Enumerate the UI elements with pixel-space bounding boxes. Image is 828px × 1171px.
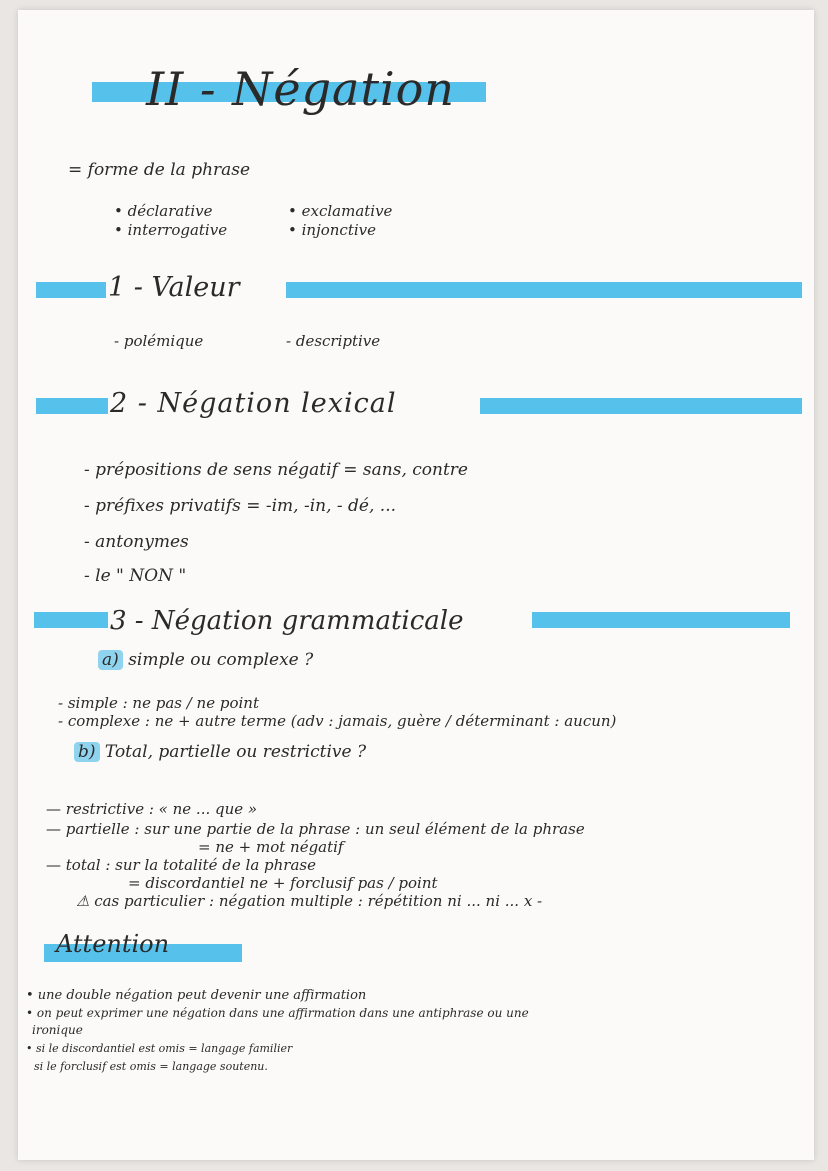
section-heading: 1 - Valeur: [108, 272, 240, 303]
definition-line: = forme de la phrase: [68, 160, 251, 180]
type-item: • déclarative: [114, 202, 213, 220]
type-item: • interrogative: [114, 221, 228, 239]
note-line: si le forclusif est omis = langage soutenu.: [34, 1060, 268, 1073]
note-line: • on peut exprimer une négation dans une affirmation dans une antiphrase ou une: [26, 1006, 529, 1020]
section-highlight-left: [36, 282, 106, 298]
note-line: ironique: [32, 1023, 83, 1037]
subsection-question: Total, partielle ou restrictive ?: [104, 742, 367, 762]
section-highlight-right: [480, 398, 802, 414]
detail-line: — restrictive : « ne ... que »: [46, 800, 258, 818]
subsection-letter: b): [74, 742, 100, 762]
list-item: - descriptive: [286, 332, 381, 350]
type-item: • injonctive: [288, 221, 376, 239]
detail-line: = discordantiel ne + forclusif pas / point: [128, 874, 438, 892]
subsection-question: simple ou complexe ?: [128, 650, 314, 670]
list-item: - antonymes: [84, 532, 189, 552]
detail-line: — total : sur la totalité de la phrase: [46, 856, 316, 874]
detail-line: - simple : ne pas / ne point: [58, 694, 259, 712]
list-item: - le " NON ": [84, 566, 187, 586]
note-line: • une double négation peut devenir une affirmation: [26, 988, 367, 1003]
section-heading: 2 - Négation lexical: [110, 388, 397, 419]
notebook-page: [18, 10, 814, 1160]
section-highlight-right: [286, 282, 802, 298]
section-highlight-right: [532, 612, 790, 628]
type-item: • exclamative: [288, 202, 393, 220]
section-highlight-left: [36, 398, 108, 414]
page-title: II - Négation: [146, 62, 455, 116]
detail-line: = ne + mot négatif: [198, 838, 344, 856]
list-item: - préfixes privatifs = -im, -in, - dé, ...: [84, 496, 397, 516]
detail-line: ⚠ cas particulier : négation multiple : répétition ni ... ni ... x -: [76, 892, 543, 910]
list-item: - prépositions de sens négatif = sans, contre: [84, 460, 468, 480]
section-heading: 3 - Négation grammaticale: [110, 606, 464, 636]
subsection-letter: a): [98, 650, 123, 670]
subsection-a: [98, 650, 313, 670]
section-highlight-left: [34, 612, 108, 628]
attention-heading: Attention: [56, 930, 170, 958]
list-item: - polémique: [114, 332, 204, 350]
subsection-b: [74, 742, 366, 762]
note-line: • si le discordantiel est omis = langage familier: [26, 1042, 293, 1055]
detail-line: — partielle : sur une partie de la phrase : un seul élément de la phrase: [46, 820, 585, 838]
detail-line: - complexe : ne + autre terme (adv : jamais, guère / déterminant : aucun): [58, 712, 617, 730]
